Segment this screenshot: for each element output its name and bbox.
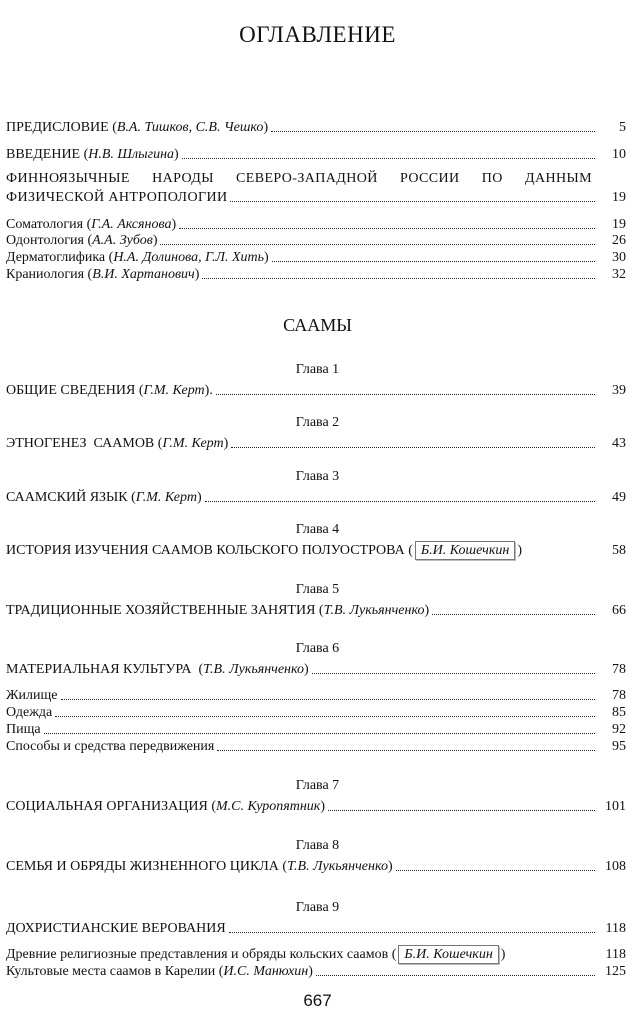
boxed-author: Б.И. Кошечкин bbox=[415, 541, 515, 560]
page-ref: 78 bbox=[612, 662, 626, 677]
page-ref: 49 bbox=[612, 490, 626, 505]
toc-entry-anthropology-line2: ФИЗИЧЕСКОЙ АНТРОПОЛОГИИ 19 bbox=[6, 190, 626, 205]
entry-line-1: ФИННОЯЗЫЧНЫЕ НАРОДЫ СЕВЕРО-ЗАПАДНОЙ РОССИИ ПО ДАННЫМ bbox=[6, 171, 592, 186]
page-ref: 108 bbox=[605, 859, 626, 874]
author: И.С. Манюхин bbox=[223, 964, 309, 979]
toc-subentry: Дерматоглифика (Н.А. Долинова, Г.Л. Хить) 30 bbox=[6, 250, 626, 265]
page-ref: 43 bbox=[612, 436, 626, 451]
toc-entry-chapter: ДОХРИСТИАНСКИЕ ВЕРОВАНИЯ 118 bbox=[6, 921, 626, 936]
page-number: 667 bbox=[303, 991, 332, 1010]
dot-leader bbox=[396, 870, 595, 871]
chapter-label: Глава 7 bbox=[295, 778, 340, 793]
page-title: ОГЛАВЛЕНИЕ bbox=[239, 22, 396, 47]
dot-leader bbox=[160, 244, 595, 245]
chapter-label: Глава 8 bbox=[295, 838, 340, 853]
dot-leader bbox=[217, 750, 595, 751]
toc-subentry: Способы и средства передвижения 95 bbox=[6, 739, 626, 754]
toc-entry-chapter: ЭТНОГЕНЕЗ СААМОВ (Г.М. Керт) 43 bbox=[6, 436, 626, 451]
dot-leader bbox=[328, 810, 595, 811]
page-ref: 125 bbox=[605, 964, 626, 979]
toc-entry-chapter: СЕМЬЯ И ОБРЯДЫ ЖИЗНЕННОГО ЦИКЛА (Т.В. Лукьянченко) 108 bbox=[6, 859, 626, 874]
dot-leader bbox=[202, 278, 595, 279]
author: А.А. Зубов bbox=[92, 233, 153, 248]
page-ref: 58 bbox=[612, 543, 626, 558]
toc-subentry: Древние религиозные представления и обряды кольских саамов ( Б.И. Кошечкин ) 118 bbox=[6, 947, 626, 962]
dot-leader bbox=[216, 394, 595, 395]
toc-entry-chapter: МАТЕРИАЛЬНАЯ КУЛЬТУРА (Т.В. Лукьянченко) 78 bbox=[6, 662, 626, 677]
toc-entry-anthropology bbox=[6, 170, 626, 188]
author: Т.В. Лукьянченко bbox=[287, 859, 388, 874]
toc-entry-chapter: ОБЩИЕ СВЕДЕНИЯ (Г.М. Керт). 39 bbox=[6, 383, 626, 398]
toc-subentry: Пища 92 bbox=[6, 722, 626, 737]
dot-leader bbox=[44, 733, 595, 734]
author: Т.В. Лукьянченко bbox=[323, 603, 425, 618]
dot-leader bbox=[432, 614, 595, 615]
page-ref: 10 bbox=[612, 147, 626, 162]
author: Г.А. Аксянова bbox=[91, 217, 172, 232]
toc-subentry: Краниология (В.И. Хартанович) 32 bbox=[6, 267, 626, 282]
toc-entry-chapter: ТРАДИЦИОННЫЕ ХОЗЯЙСТВЕННЫЕ ЗАНЯТИЯ (Т.В. Лукьянченко) 66 bbox=[6, 603, 626, 618]
author: Г.М. Керт bbox=[162, 436, 224, 451]
chapter-label: Глава 4 bbox=[295, 522, 340, 537]
author: В.И. Хартанович bbox=[92, 267, 195, 282]
page-ref: 118 bbox=[605, 921, 626, 936]
page-ref: 26 bbox=[612, 233, 626, 248]
boxed-author: Б.И. Кошечкин bbox=[398, 945, 498, 964]
dot-leader bbox=[61, 699, 595, 700]
toc-entry-preface: ПРЕДИСЛОВИЕ (В.А. Тишков, С.В. Чешко) 5 bbox=[6, 120, 626, 135]
toc-subentry: Одонтология (А.А. Зубов) 26 bbox=[6, 233, 626, 248]
chapter-label: Глава 5 bbox=[295, 582, 340, 597]
author: Н.А. Долинова, Г.Л. Хить bbox=[113, 250, 264, 265]
page-ref: 66 bbox=[612, 603, 626, 618]
toc-entry-introduction: ВВЕДЕНИЕ (Н.В. Шлыгина) 10 bbox=[6, 147, 626, 162]
page-ref: 101 bbox=[605, 799, 626, 814]
toc-entry-chapter: СОЦИАЛЬНАЯ ОРГАНИЗАЦИЯ (М.С. Куропятник) 101 bbox=[6, 799, 626, 814]
dot-leader bbox=[272, 261, 595, 262]
dot-leader bbox=[231, 447, 595, 448]
dot-leader bbox=[271, 131, 595, 132]
toc-entry-chapter: ИСТОРИЯ ИЗУЧЕНИЯ СААМОВ КОЛЬСКОГО ПОЛУОСТРОВА ( Б.И. Кошечкин ) 58 bbox=[6, 543, 626, 558]
toc-subentry: Одежда 85 bbox=[6, 705, 626, 720]
toc-entry-chapter: СААМСКИЙ ЯЗЫК (Г.М. Керт) 49 bbox=[6, 490, 626, 505]
page-ref: 32 bbox=[612, 267, 626, 282]
toc-subentry: Жилище 78 bbox=[6, 688, 626, 703]
page-ref: 95 bbox=[612, 739, 626, 754]
chapter-label: Глава 9 bbox=[295, 900, 340, 915]
page-ref: 30 bbox=[612, 250, 626, 265]
dot-leader bbox=[205, 501, 595, 502]
chapter-label: Глава 6 bbox=[295, 641, 340, 656]
dot-leader bbox=[312, 673, 595, 674]
toc-subentry: Культовые места саамов в Карелии (И.С. Манюхин) 125 bbox=[6, 964, 626, 979]
author: В.А. Тишков, С.В. Чешко bbox=[116, 120, 264, 135]
dot-leader bbox=[182, 158, 595, 159]
author: Г.М. Керт bbox=[143, 383, 205, 398]
chapter-label: Глава 2 bbox=[295, 415, 340, 430]
page-ref: 19 bbox=[612, 217, 626, 232]
page-ref: 118 bbox=[605, 947, 626, 962]
page-ref: 85 bbox=[612, 705, 626, 720]
page-ref: 92 bbox=[612, 722, 626, 737]
chapter-label: Глава 1 bbox=[295, 362, 340, 377]
page-ref: 78 bbox=[612, 688, 626, 703]
dot-leader bbox=[316, 975, 595, 976]
dot-leader bbox=[55, 716, 595, 717]
chapter-label: Глава 3 bbox=[295, 469, 340, 484]
toc-subentry: Соматология (Г.А. Аксянова) 19 bbox=[6, 217, 626, 232]
page-ref: 39 bbox=[612, 383, 626, 398]
author: Т.В. Лукьянченко bbox=[203, 662, 305, 677]
section-heading: СААМЫ bbox=[283, 315, 352, 335]
dot-leader bbox=[179, 228, 595, 229]
page-ref: 19 bbox=[612, 190, 626, 205]
page-ref: 5 bbox=[619, 120, 626, 135]
dot-leader bbox=[229, 932, 595, 933]
author: М.С. Куропятник bbox=[216, 799, 321, 814]
author: Н.В. Шлыгина bbox=[88, 147, 175, 162]
dot-leader bbox=[230, 201, 595, 202]
author: Г.М. Керт bbox=[135, 490, 197, 505]
